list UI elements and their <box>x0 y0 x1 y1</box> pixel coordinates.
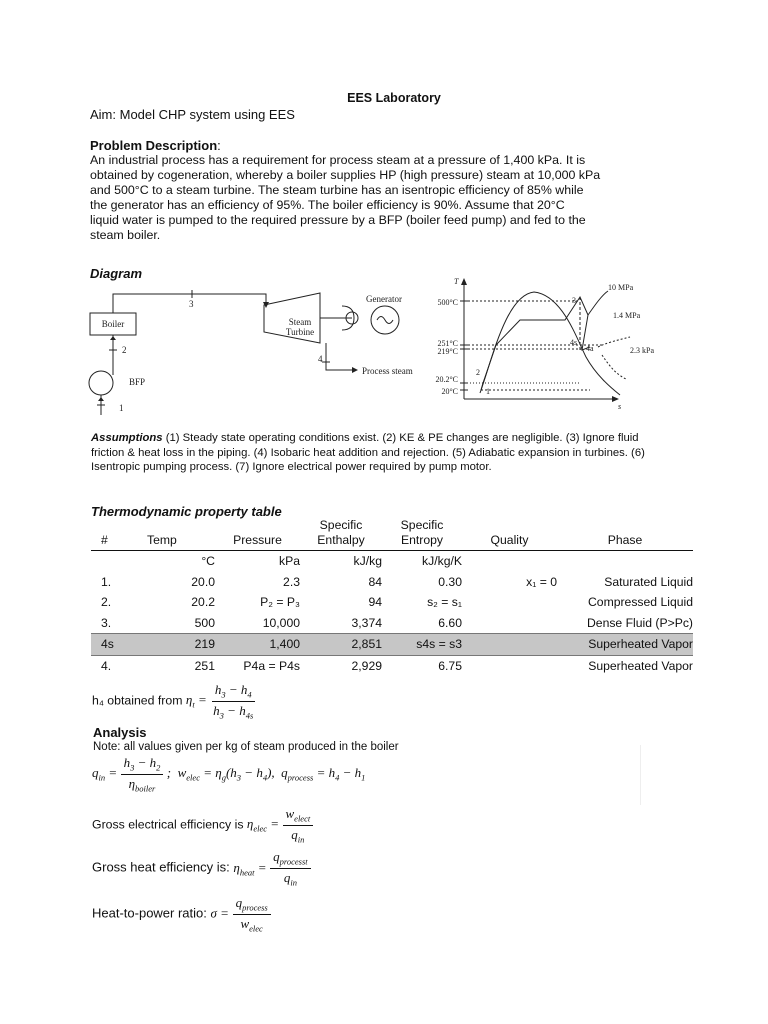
table-row: 4. 251 P4a = P4s 2,929 6.75 Superheated Vapor <box>101 658 693 673</box>
analysis-note: Note: all values given per kg of steam produced in the boiler <box>93 741 399 753</box>
turbine-label-2: Turbine <box>285 327 315 337</box>
col-quality: Quality <box>490 533 529 547</box>
col-pressure: Pressure <box>233 533 282 547</box>
unit-temp: °C <box>201 554 215 569</box>
property-table <box>91 518 693 676</box>
ts-axis-y-label: T <box>454 277 459 286</box>
col-entropy: Specific Entropy <box>400 518 444 547</box>
ts-state-3: 3 <box>572 296 576 305</box>
ts-state-2: 2 <box>476 368 480 377</box>
aim-label: Aim <box>90 107 113 122</box>
unit-enthalpy: kJ/kg <box>353 554 382 569</box>
heat-to-power-ratio: Heat-to-power ratio: σ = $\frac{q_{process}}{w_{elec}}$ <box>92 895 271 933</box>
units-row <box>91 551 693 572</box>
aim-line <box>90 107 295 122</box>
boiler-label: Boiler <box>101 319 125 329</box>
ts-pressure-10mpa: 10 MPa <box>608 283 634 292</box>
problem-line: An industrial process has a requirement for process steam at a pressure of 1,400 kPa. It is <box>90 153 586 167</box>
problem-description <box>90 153 660 243</box>
gross-heat-label: Gross heat efficiency is: <box>92 859 230 875</box>
assumptions-text: (1) Steady state operating conditions exist. (2) KE & PE changes are negligible. (3) Ignore fluid friction & heat loss in the piping. (4) Isobaric heat addition and rejection. (5) Adiabatic expansion in turbines. (6) Isentropic pumping process. (7) Ignore electrical power required by pump motor. <box>91 432 645 473</box>
problem-line: liquid water is pumped to the required pressure by a BFP (boiler feed pump) and fed to the <box>90 213 586 227</box>
table-row: 1. 20.0 2.3 84 0.30 x₁ = 0 Saturated Liquid <box>101 574 693 589</box>
ts-temp-500: 500°C <box>437 298 458 307</box>
process-steam-label: Process steam <box>362 366 413 376</box>
ts-pressure-1-4mpa: 1.4 MPa <box>613 311 641 320</box>
energy-equations: $q_{in}$ = $\frac{h_3 - h_2}{\eta_{boiler}}$ ; $w_{elec} = \eta_g(h_3 - h_4)$, $q_{process} = h_4 - h_1$ <box>92 755 366 794</box>
problem-line: steam boiler. <box>90 228 161 242</box>
ts-state-4s: 4s <box>570 338 578 347</box>
problem-line: the generator has an efficiency of 95%. The boiler efficiency is 90%. Assume that 20°C <box>90 198 565 212</box>
saturation-dome <box>480 292 620 395</box>
assumptions-label: Assumptions <box>91 432 163 444</box>
ts-state-1: 1 <box>486 387 490 396</box>
ts-diagram <box>420 275 670 410</box>
aim-text: : Model CHP system using EES <box>112 107 295 122</box>
table-heading: Thermodynamic property table <box>91 504 282 519</box>
ts-temp-251: 251°C <box>437 339 458 348</box>
scan-mark <box>640 745 641 805</box>
bfp-label: BFP <box>129 377 146 387</box>
analysis-heading: Analysis <box>93 725 147 740</box>
ts-temp-20: 20°C <box>441 387 458 396</box>
ts-pressure-2-3kpa: 2.3 kPa <box>630 346 654 355</box>
col-temp: Temp <box>147 533 177 547</box>
gross-electrical-efficiency: Gross electrical efficiency is $\eta_{elec}$ = $\frac{w_{elect}}{q_{in}}$ <box>92 806 313 844</box>
table-row-highlighted: 4s 219 1,400 2,851 s4s = s3 Superheated Vapor <box>91 634 693 656</box>
problem-heading: Problem Description: <box>90 138 221 153</box>
h4-formula: h₄ obtained from $\eta_t$ = $\frac{h_3 - h_4}{h_3 - h_{4s}}$ <box>92 682 254 721</box>
gross-elec-label: Gross electrical efficiency is <box>92 817 244 832</box>
col-phase: Phase <box>607 533 643 547</box>
generator-label: Generator <box>366 294 402 304</box>
unit-pressure: kPa <box>278 554 300 569</box>
ts-temp-20-2: 20.2°C <box>435 375 458 384</box>
h4-text: h₄ obtained from <box>92 693 183 708</box>
diagram-heading: Diagram <box>90 266 143 281</box>
problem-line: obtained by cogeneration, whereby a boiler supplies HP (high pressure) steam at 10,000 kPa <box>90 168 601 182</box>
state-label-4: 4 <box>318 354 323 364</box>
problem-line: and 500°C to a steam turbine. The steam turbine has an isentropic efficiency of 85% while <box>90 183 584 197</box>
pump-circle <box>89 371 113 395</box>
ts-state-4a: 4a <box>586 344 594 353</box>
col-enthalpy: Specific Enthalpy <box>317 518 365 547</box>
table-row: 2. 20.2 P₂ = P₃ 94 s₂ = s₁ Compressed Liquid <box>101 595 693 610</box>
unit-entropy: kJ/kg/K <box>422 554 462 569</box>
chp-schematic <box>84 280 424 420</box>
col-num: # <box>101 533 108 547</box>
h2p-label: Heat-to-power ratio: <box>92 905 207 921</box>
state-label-3: 3 <box>189 299 194 309</box>
state-label-2: 2 <box>122 345 127 355</box>
page-title: EES Laboratory <box>347 91 441 105</box>
state-label-1: 1 <box>119 403 124 413</box>
ts-temp-219: 219°C <box>437 347 458 356</box>
turbine-label-1: Steam <box>288 317 312 327</box>
table-row: 3. 500 10,000 3,374 6.60 Dense Fluid (P>Pc) <box>101 615 693 630</box>
assumptions <box>91 431 661 475</box>
gross-heat-efficiency: Gross heat efficiency is: $\eta_{heat}$ = $\frac{q_{processt}}{q_{in}}$ <box>92 849 311 887</box>
ts-axis-x-label: s <box>618 402 622 410</box>
